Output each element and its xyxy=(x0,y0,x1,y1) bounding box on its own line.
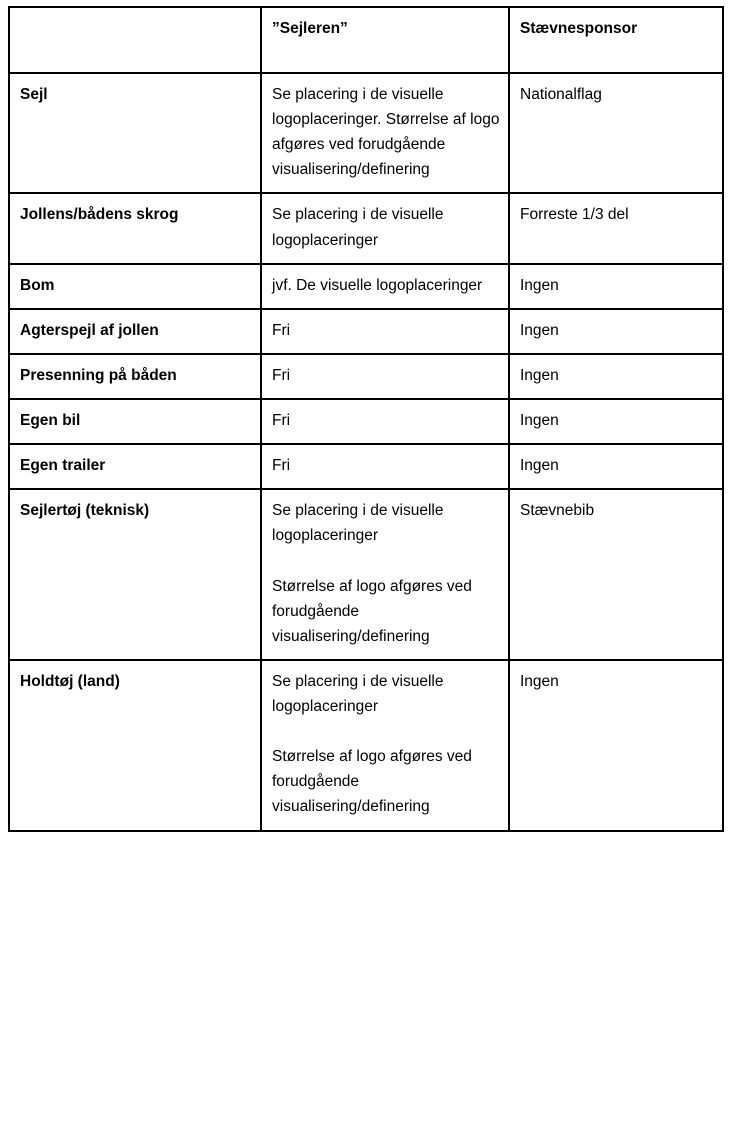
cell-paragraph: Størrelse af logo afgøres ved forudgående visualisering/definering xyxy=(272,577,472,645)
row-item-label: Sejl xyxy=(9,73,261,193)
cell-paragraph: Ingen xyxy=(520,457,559,475)
row-staevnesponsor-value xyxy=(509,73,723,193)
row-staevnesponsor-value xyxy=(509,399,723,444)
row-item-label: Bom xyxy=(9,264,261,309)
cell-paragraph: Ingen xyxy=(520,276,559,294)
row-item-label: Agterspejl af jollen xyxy=(9,309,261,354)
table-row xyxy=(9,264,723,309)
row-item-label: Jollens/bådens skrog xyxy=(9,193,261,263)
row-sejleren-value xyxy=(261,399,509,444)
table-row xyxy=(9,489,723,660)
cell-paragraph: Ingen xyxy=(520,321,559,339)
cell-paragraph: Nationalflag xyxy=(520,86,602,103)
column-header-staevnesponsor: Stævnesponsor xyxy=(509,7,723,73)
cell-paragraph: jvf. De visuelle logoplaceringer xyxy=(272,276,483,294)
table-row xyxy=(9,193,723,263)
row-sejleren-value xyxy=(261,264,509,309)
table-row xyxy=(9,444,723,489)
row-item-label: Egen bil xyxy=(9,399,261,444)
table-row xyxy=(9,309,723,354)
cell-paragraph: Se placering i de visuelle logoplaceringer xyxy=(272,206,444,249)
row-staevnesponsor-value xyxy=(509,489,723,660)
row-sejleren-value xyxy=(261,660,509,831)
table-row xyxy=(9,399,723,444)
cell-paragraph: Fri xyxy=(272,457,291,475)
row-staevnesponsor-value xyxy=(509,264,723,309)
column-header-item xyxy=(9,7,261,73)
cell-paragraph: Ingen xyxy=(520,672,559,690)
cell-paragraph: Fri xyxy=(272,366,291,384)
row-sejleren-value xyxy=(261,193,509,263)
cell-paragraph: Forreste 1/3 del xyxy=(520,206,629,224)
cell-paragraph: Ingen xyxy=(520,366,559,384)
table-row xyxy=(9,354,723,399)
table-row xyxy=(9,660,723,831)
cell-paragraph: Ingen xyxy=(520,411,559,429)
cell-paragraph: Se placering i de visuelle logoplaceringer. Størrelse af logo afgøres ved forudgående visualisering/definering xyxy=(272,86,500,179)
cell-paragraph: Fri xyxy=(272,411,291,429)
row-item-label: Egen trailer xyxy=(9,444,261,489)
row-staevnesponsor-value xyxy=(509,309,723,354)
cell-paragraph: Se placering i de visuelle logoplaceringer xyxy=(272,502,444,545)
sponsor-placement-table xyxy=(8,6,724,832)
row-staevnesponsor-value xyxy=(509,660,723,831)
row-sejleren-value xyxy=(261,73,509,193)
cell-paragraph: Størrelse af logo afgøres ved forudgående visualisering/definering xyxy=(272,748,472,816)
row-item-label: Presenning på båden xyxy=(9,354,261,399)
row-sejleren-value xyxy=(261,444,509,489)
row-sejleren-value xyxy=(261,489,509,660)
row-sejleren-value xyxy=(261,354,509,399)
cell-paragraph: Se placering i de visuelle logoplaceringer xyxy=(272,672,444,715)
column-header-sejleren: ”Sejleren” xyxy=(261,7,509,73)
cell-paragraph: Stævnebib xyxy=(520,502,595,520)
row-staevnesponsor-value xyxy=(509,354,723,399)
row-item-label: Sejlertøj (teknisk) xyxy=(9,489,261,660)
row-staevnesponsor-value xyxy=(509,444,723,489)
row-sejleren-value xyxy=(261,309,509,354)
cell-paragraph: Fri xyxy=(272,321,291,339)
row-staevnesponsor-value xyxy=(509,193,723,263)
table-header-row xyxy=(9,7,723,73)
row-item-label: Holdtøj (land) xyxy=(9,660,261,831)
table-row xyxy=(9,73,723,193)
